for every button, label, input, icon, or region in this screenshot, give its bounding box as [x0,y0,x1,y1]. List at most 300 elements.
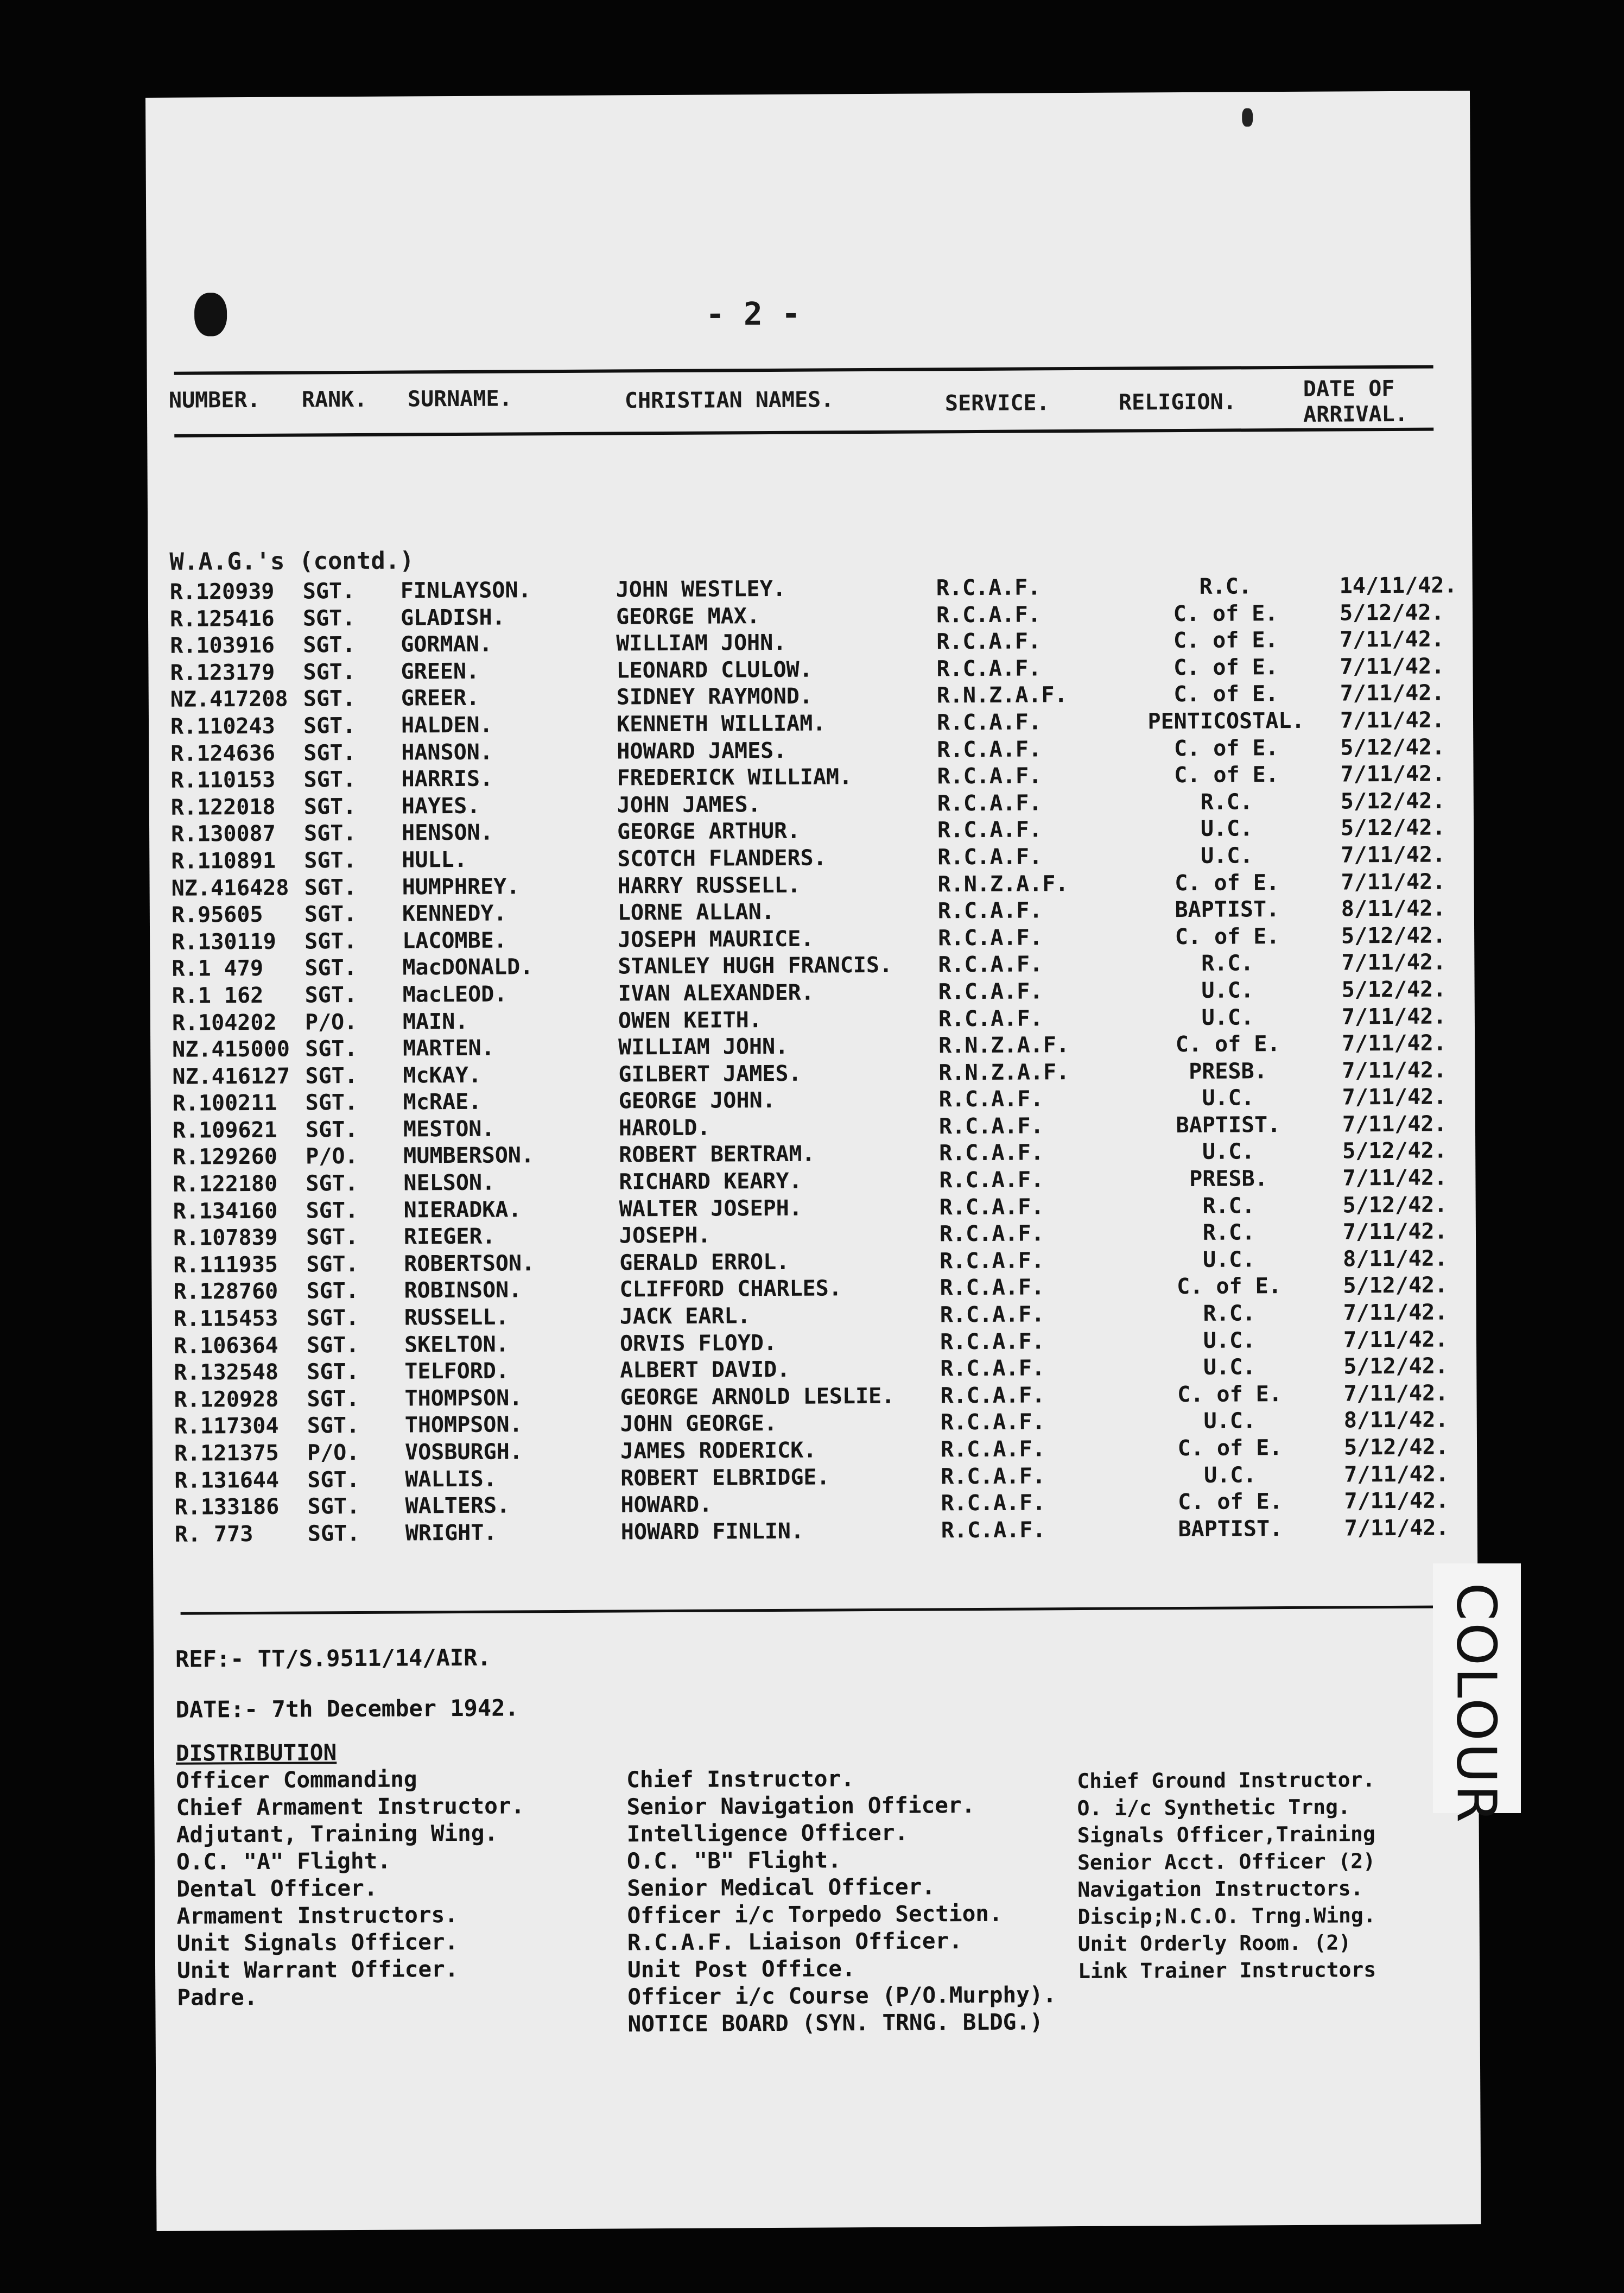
cell-christian-names: WILLIAM JOHN. [616,630,786,656]
cell-service: R.C.A.F. [941,1517,1046,1543]
cell-surname: WALLIS. [405,1466,497,1492]
cell-service: R.N.Z.A.F. [938,1059,1070,1086]
cell-christian-names: HAROLD. [618,1115,710,1141]
cell-rank: SGT. [304,902,357,927]
cell-christian-names: GERALD ERROL. [619,1249,790,1276]
cell-christian-names: WILLIAM JOHN. [618,1034,789,1060]
cell-number: R.106364 [173,1333,278,1359]
cell-christian-names: JACK EARL. [619,1303,751,1329]
cell-service: R.C.A.F. [940,1355,1045,1382]
cell-christian-names: JAMES RODERICK. [620,1437,817,1464]
cell-service: R.N.Z.A.F. [937,871,1069,897]
cell-date-of-arrival: 7/11/42. [1342,1219,1448,1245]
cell-religion: C. of E. [1175,870,1280,896]
distribution-item: Unit Warrant Officer. [176,1956,459,1984]
cell-number: R.121375 [174,1440,279,1466]
cell-religion: C. of E. [1173,654,1278,680]
cell-date-of-arrival: 5/12/42. [1343,1353,1449,1379]
distribution-item: Unit Signals Officer. [176,1929,459,1956]
cell-religion: U.C. [1201,1004,1254,1030]
cell-rank: SGT. [302,578,356,604]
cell-number: R.133186 [174,1494,280,1520]
cell-service: R.C.A.F. [938,952,1043,978]
cell-surname: NELSON. [403,1170,496,1196]
distribution-item: Intelligence Officer. [626,1819,909,1847]
cell-date-of-arrival: 7/11/42. [1341,1003,1447,1029]
cell-christian-names: OWEN KEITH. [618,1007,762,1033]
cell-date-of-arrival: 7/11/42. [1341,842,1446,868]
distribution-item: Signals Officer,Training [1077,1822,1375,1848]
document-page [145,91,1481,2231]
cell-date-of-arrival: 7/11/42. [1341,949,1447,976]
cell-rank: SGT. [304,847,357,873]
cell-number: R.124636 [170,740,276,767]
cell-rank: SGT. [304,955,357,981]
header-bottom-rule [174,428,1433,438]
header-rank: RANK. [301,387,367,413]
distribution-item: O.C. "A" Flight. [176,1847,391,1875]
cell-christian-names: JOHN JAMES. [617,791,761,818]
cell-religion: C. of E. [1173,600,1278,626]
cell-christian-names: CLIFFORD CHARLES. [619,1276,842,1302]
cell-religion: U.C. [1201,978,1254,1003]
cell-date-of-arrival: 8/11/42. [1341,896,1446,922]
cell-surname: MUMBERSON. [403,1143,535,1169]
cell-surname: GREER. [401,686,480,711]
cell-rank: SGT. [303,686,356,712]
cell-number: R.109621 [172,1117,277,1143]
cell-surname: ROBERTSON. [404,1251,535,1277]
cell-date-of-arrival: 7/11/42. [1343,1327,1448,1353]
cell-rank: SGT. [303,821,357,846]
cell-surname: MacDONALD. [402,954,534,980]
distribution-item: R.C.A.F. Liaison Officer. [627,1928,963,1956]
cell-christian-names: GEORGE JOHN. [618,1088,776,1114]
cell-christian-names: STANLEY HUGH FRANCIS. [618,953,893,979]
cell-service: R.C.A.F. [941,1463,1046,1489]
cell-date-of-arrival: 7/11/42. [1343,1300,1448,1326]
distribution-item: Padre. [177,1984,258,2011]
cell-rank: SGT. [306,1278,359,1304]
cell-religion: C. of E. [1177,1274,1282,1300]
cell-number: R.107839 [173,1225,278,1251]
cell-religion: U.C. [1203,1408,1257,1434]
distribution-item: O. i/c Synthetic Trng. [1077,1795,1350,1821]
cell-christian-names: HOWARD FINLIN. [620,1518,804,1545]
cell-number: R.95605 [171,902,263,928]
cell-surname: WALTERS. [405,1493,510,1519]
cell-christian-names: ALBERT DAVID. [620,1357,790,1383]
cell-religion: C. of E. [1177,1381,1282,1407]
cell-service: R.C.A.F. [939,1140,1044,1166]
cell-number: R.129260 [173,1144,277,1170]
cell-service: R.C.A.F. [939,1221,1044,1247]
cell-surname: HAYES. [401,793,480,819]
cell-religion: C. of E. [1173,735,1279,761]
cell-number: R.123179 [170,660,275,686]
date-line: DATE:- 7th December 1942. [175,1694,519,1723]
cell-service: R.C.A.F. [939,1194,1044,1220]
cell-number: R.104202 [172,1010,277,1036]
colour-stamp [1433,1563,1521,1825]
cell-date-of-arrival: 5/12/42. [1339,600,1444,626]
cell-date-of-arrival: 5/12/42. [1340,788,1445,814]
cell-christian-names: RICHARD KEARY. [619,1168,802,1195]
cell-rank: SGT. [304,928,357,954]
cell-christian-names: HARRY RUSSELL. [617,872,801,898]
cell-rank: SGT. [303,740,356,766]
cell-religion: R.C. [1199,574,1252,599]
cell-number: R.130087 [170,821,276,847]
ink-mark [1242,108,1253,126]
cell-date-of-arrival: 7/11/42. [1344,1461,1449,1487]
reference: REF:- TT/S.9511/14/AIR. [175,1644,491,1673]
cell-religion: R.C. [1202,1193,1255,1219]
cell-christian-names: JOHN GEORGE. [620,1411,777,1437]
cell-service: R.C.A.F. [940,1275,1045,1301]
cell-rank: SGT. [306,1251,359,1277]
cell-rank: SGT. [305,1090,358,1116]
cell-number: R.125416 [169,606,275,632]
distribution-col1 [176,1738,525,2011]
cell-christian-names: FREDERICK WILLIAM. [617,764,853,791]
cell-christian-names: ORVIS FLOYD. [619,1330,777,1357]
cell-service: R.C.A.F. [940,1248,1045,1274]
distribution-item: NOTICE BOARD (SYN. TRNG. BLDG.) [627,2009,1043,2037]
cell-number: R.132548 [174,1359,279,1385]
distribution-item: Officer i/c Course (P/O.Murphy). [627,1981,1057,2010]
cell-number: R.130119 [172,929,276,955]
cell-surname: HARRIS. [401,766,493,792]
cell-surname: MESTON. [403,1116,495,1142]
cell-date-of-arrival: 7/11/42. [1341,869,1446,895]
cell-religion: R.C. [1203,1301,1256,1326]
cell-christian-names: WALTER JOSEPH. [619,1195,803,1222]
cell-religion: BAPTIST. [1178,1516,1283,1542]
cell-religion: PRESB. [1189,1166,1268,1192]
cell-number: R.117304 [174,1414,279,1440]
cell-rank: SGT. [302,605,356,631]
cell-christian-names: GEORGE ARNOLD LESLIE. [620,1383,895,1410]
cell-rank: SGT. [304,875,357,901]
cell-rank: SGT. [306,1225,359,1250]
header-date-line1: DATE OF [1303,376,1395,402]
cell-religion: U.C. [1202,1139,1255,1165]
cell-number: R.110243 [170,713,275,739]
cell-rank: SGT. [307,1521,360,1547]
cell-number: R.111935 [173,1252,278,1278]
cell-date-of-arrival: 14/11/42. [1339,573,1457,599]
distribution-item: Senior Medical Officer. [627,1873,936,1902]
distribution-item: Senior Acct. Officer (2) [1077,1849,1376,1875]
cell-surname: WRIGHT. [405,1520,497,1546]
cell-service: R.C.A.F. [938,1086,1044,1112]
cell-date-of-arrival: 7/11/42. [1340,654,1445,680]
cell-number: NZ.415000 [172,1036,290,1062]
cell-date-of-arrival: 7/11/42. [1342,1057,1447,1084]
cell-service: R.C.A.F. [940,1328,1045,1354]
cell-service: R.C.A.F. [937,790,1042,816]
cell-religion: U.C. [1202,1247,1255,1272]
cell-religion: C. of E. [1173,681,1279,707]
cell-rank: SGT. [307,1494,360,1519]
cell-christian-names: KENNETH WILLIAM. [616,711,826,737]
cell-rank: P/O. [304,1009,358,1035]
cell-surname: HENSON. [401,820,493,846]
cell-religion: R.C. [1201,951,1254,977]
cell-rank: P/O. [307,1440,360,1466]
cell-rank: SGT. [306,1332,359,1358]
cell-number: R.120928 [174,1386,279,1412]
distribution-item: Adjutant, Training Wing. [176,1820,498,1848]
cell-date-of-arrival: 7/11/42. [1343,1380,1449,1407]
cell-number: R.103916 [170,632,275,658]
cell-surname: NIERADKA. [403,1197,522,1223]
cell-surname: HULL. [402,847,467,873]
cell-surname: THOMPSON. [404,1412,523,1438]
cell-service: R.C.A.F. [937,898,1043,924]
cell-rank: SGT. [306,1198,359,1224]
footer-rule [181,1606,1440,1615]
header-number: NUMBER. [168,387,261,413]
cell-religion: PENTICOSTAL. [1147,708,1305,734]
cell-rank: SGT. [303,767,357,793]
distribution-item: Unit Post Office. [627,1955,855,1983]
cell-date-of-arrival: 7/11/42. [1344,1515,1449,1541]
cell-date-of-arrival: 7/11/42. [1342,1030,1447,1056]
cell-surname: HANSON. [401,739,493,765]
cell-service: R.C.A.F. [940,1409,1045,1435]
cell-rank: SGT. [304,982,358,1008]
distribution-item: Armament Instructors. [176,1902,459,1929]
cell-surname: McRAE. [403,1090,482,1115]
cell-number: R.1 162 [172,983,264,1009]
cell-number: R.115453 [173,1306,278,1332]
distribution-item: Chief Instructor. [626,1765,854,1793]
cell-service: R.C.A.F. [937,817,1042,843]
distribution-item: Officer i/c Torpedo Section. [627,1900,1003,1929]
cell-christian-names: ROBERT ELBRIDGE. [620,1465,830,1491]
cell-number: R.110891 [171,848,276,874]
cell-date-of-arrival: 7/11/42. [1344,1488,1449,1514]
cell-christian-names: SIDNEY RAYMOND. [616,683,813,710]
cell-date-of-arrival: 7/11/42. [1342,1084,1447,1110]
distribution-item: O.C. "B" Flight. [626,1847,842,1874]
cell-rank: P/O. [306,1144,358,1169]
cell-date-of-arrival: 5/12/42. [1342,1192,1448,1218]
cell-rank: SGT. [303,794,357,820]
distribution-item: Senior Navigation Officer. [626,1792,975,1820]
distribution-item: Chief Armament Instructor. [176,1792,525,1821]
cell-surname: RIEGER. [403,1224,496,1250]
cell-religion: BAPTIST. [1175,897,1280,923]
cell-service: R.C.A.F. [941,1490,1046,1516]
cell-religion: U.C. [1202,1085,1254,1111]
cell-christian-names: JOSEPH MAURICE. [618,926,814,953]
cell-service: R.C.A.F. [940,1383,1045,1409]
cell-rank: SGT. [305,1063,358,1089]
cell-date-of-arrival: 7/11/42. [1340,680,1445,706]
cell-christian-names: ROBERT BERTRAM. [619,1142,815,1168]
cell-date-of-arrival: 5/12/42. [1343,1434,1449,1460]
cell-number: R.134160 [173,1198,278,1224]
cell-service: R.C.A.F. [937,736,1042,762]
cell-number: R.122180 [173,1171,278,1197]
cell-date-of-arrival: 8/11/42. [1343,1246,1448,1272]
header-religion: RELIGION. [1118,389,1236,415]
cell-service: R.C.A.F. [937,763,1042,789]
cell-surname: GORMAN. [401,631,492,657]
cell-service: R.C.A.F. [936,656,1042,682]
cell-christian-names: HOWARD. [620,1492,713,1518]
stamp-text: COLOUR [1444,1582,1508,1825]
cell-rank: SGT. [303,632,356,658]
cell-religion: R.C. [1202,1220,1255,1246]
distribution-item: Dental Officer. [176,1874,378,1902]
cell-rank: SGT. [303,713,356,739]
distribution-item: Discip;N.C.O. Trng.Wing. [1077,1903,1376,1929]
cell-number: NZ.417208 [170,687,288,713]
section-label: W.A.G.'s (contd.) [169,547,414,576]
cell-religion: C. of E. [1174,762,1279,788]
cell-rank: SGT. [307,1386,360,1412]
cell-service: R.N.Z.A.F. [936,682,1068,708]
cell-religion: U.C. [1200,816,1253,842]
cell-christian-names: GEORGE MAX. [616,603,760,630]
cell-service: R.C.A.F. [936,575,1041,601]
cell-number: R.128760 [173,1279,278,1305]
cell-service: R.C.A.F. [937,844,1043,870]
cell-religion: BAPTIST. [1176,1112,1281,1138]
cell-christian-names: LEONARD CLULOW. [616,657,813,683]
cell-date-of-arrival: 5/12/42. [1340,815,1445,841]
cell-rank: SGT. [303,659,356,685]
cell-rank: SGT. [307,1467,360,1493]
cell-number: R.120939 [169,579,275,605]
cell-surname: VOSBURGH. [404,1439,523,1465]
cell-surname: McKAY. [403,1062,482,1088]
distribution-item: Link Trainer Instructors [1077,1958,1376,1984]
cell-surname: LACOMBE. [402,928,507,954]
cell-date-of-arrival: 5/12/42. [1340,734,1445,761]
page-number: - 2 - [705,295,801,333]
cell-religion: U.C. [1204,1462,1257,1488]
header-christian-names: CHRISTIAN NAMES. [624,387,834,414]
distribution-col3 [1077,1766,1376,1985]
cell-rank: SGT. [306,1171,358,1196]
cell-service: R.C.A.F. [936,710,1042,736]
cell-number: NZ.416428 [171,875,289,901]
cell-service: R.C.A.F. [936,629,1042,655]
cell-religion: C. of E. [1173,628,1278,654]
distribution-col2 [626,1764,1056,2037]
cell-number: R. 773 [174,1521,253,1547]
distribution-heading: DISTRIBUTION [175,1739,337,1766]
cell-service: R.C.A.F. [938,1005,1043,1031]
cell-rank: SGT. [307,1359,359,1385]
cell-date-of-arrival: 7/11/42. [1342,1111,1447,1137]
header-top-rule [174,365,1433,375]
cell-surname: HUMPHREY. [402,873,520,900]
cell-religion: PRESB. [1189,1058,1267,1084]
cell-service: R.C.A.F. [940,1302,1045,1328]
cell-surname: ROBINSON. [404,1277,522,1303]
cell-service: R.C.A.F. [938,925,1043,951]
cell-number: R.110153 [170,767,276,793]
cell-christian-names: SCOTCH FLANDERS. [617,845,827,872]
cell-christian-names: JOHN WESTLEY. [616,576,786,603]
distribution-item: Navigation Instructors. [1077,1876,1363,1902]
cell-religion: U.C. [1203,1327,1256,1353]
cell-christian-names: GEORGE ARTHUR. [617,819,801,845]
cell-date-of-arrival: 5/12/42. [1342,1138,1447,1164]
distribution-item: Chief Ground Instructor. [1077,1768,1375,1794]
cell-number: R.1 479 [172,956,264,982]
cell-religion: U.C. [1201,843,1253,869]
cell-surname: RUSSELL. [404,1304,509,1331]
cell-surname: THOMPSON. [404,1385,523,1411]
cell-service: R.C.A.F. [936,601,1041,628]
cell-surname: SKELTON. [404,1332,509,1358]
cell-religion: U.C. [1203,1354,1256,1380]
cell-christian-names: HOWARD JAMES. [617,738,787,764]
cell-date-of-arrival: 5/12/42. [1341,923,1446,949]
cell-number: R.100211 [172,1091,277,1117]
distribution-item: Officer Commanding [176,1766,417,1794]
cell-service: R.C.A.F. [938,979,1043,1005]
cell-surname: MAIN. [402,1009,468,1035]
header-date-line2: ARRIVAL. [1303,401,1408,427]
cell-surname: TELFORD. [404,1358,510,1384]
cell-surname: GREEN. [401,658,480,685]
cell-surname: MacLEOD. [402,981,507,1008]
cell-christian-names: IVAN ALEXANDER. [618,980,815,1006]
cell-number: R.122018 [170,794,276,820]
cell-christian-names: GILBERT JAMES. [618,1061,802,1087]
cell-surname: KENNEDY. [402,901,507,927]
cell-surname: GLADISH. [400,605,505,631]
cell-number: R.131644 [174,1467,280,1493]
personnel-table [148,573,1477,1549]
cell-date-of-arrival: 7/11/42. [1340,626,1445,653]
cell-service: R.C.A.F. [940,1436,1045,1462]
cell-date-of-arrival: 8/11/42. [1343,1407,1449,1433]
cell-date-of-arrival: 7/11/42. [1340,707,1445,733]
cell-religion: R.C. [1200,789,1253,815]
cell-rank: SGT. [306,1306,359,1331]
cell-surname: FINLAYSON. [400,578,531,604]
distribution-item: Unit Orderly Room. (2) [1077,1930,1352,1956]
cell-date-of-arrival: 5/12/42. [1341,977,1447,1003]
cell-number: NZ.416127 [172,1063,290,1090]
header-surname: SURNAME. [407,386,512,412]
cell-religion: C. of E. [1177,1435,1283,1461]
cell-date-of-arrival: 7/11/42. [1340,761,1445,787]
cell-date-of-arrival: 5/12/42. [1343,1272,1448,1298]
cell-rank: SGT. [305,1036,358,1062]
cell-christian-names: JOSEPH. [619,1222,711,1249]
cell-service: R.C.A.F. [939,1167,1044,1193]
cell-christian-names: LORNE ALLAN. [617,900,775,926]
cell-religion: C. of E. [1175,923,1280,949]
cell-surname: MARTEN. [403,1035,494,1061]
cell-service: R.C.A.F. [938,1113,1044,1139]
punch-hole [194,293,227,336]
cell-religion: C. of E. [1178,1489,1283,1515]
cell-rank: SGT. [307,1413,360,1439]
cell-date-of-arrival: 7/11/42. [1342,1165,1448,1191]
header-service: SERVICE. [944,390,1050,416]
